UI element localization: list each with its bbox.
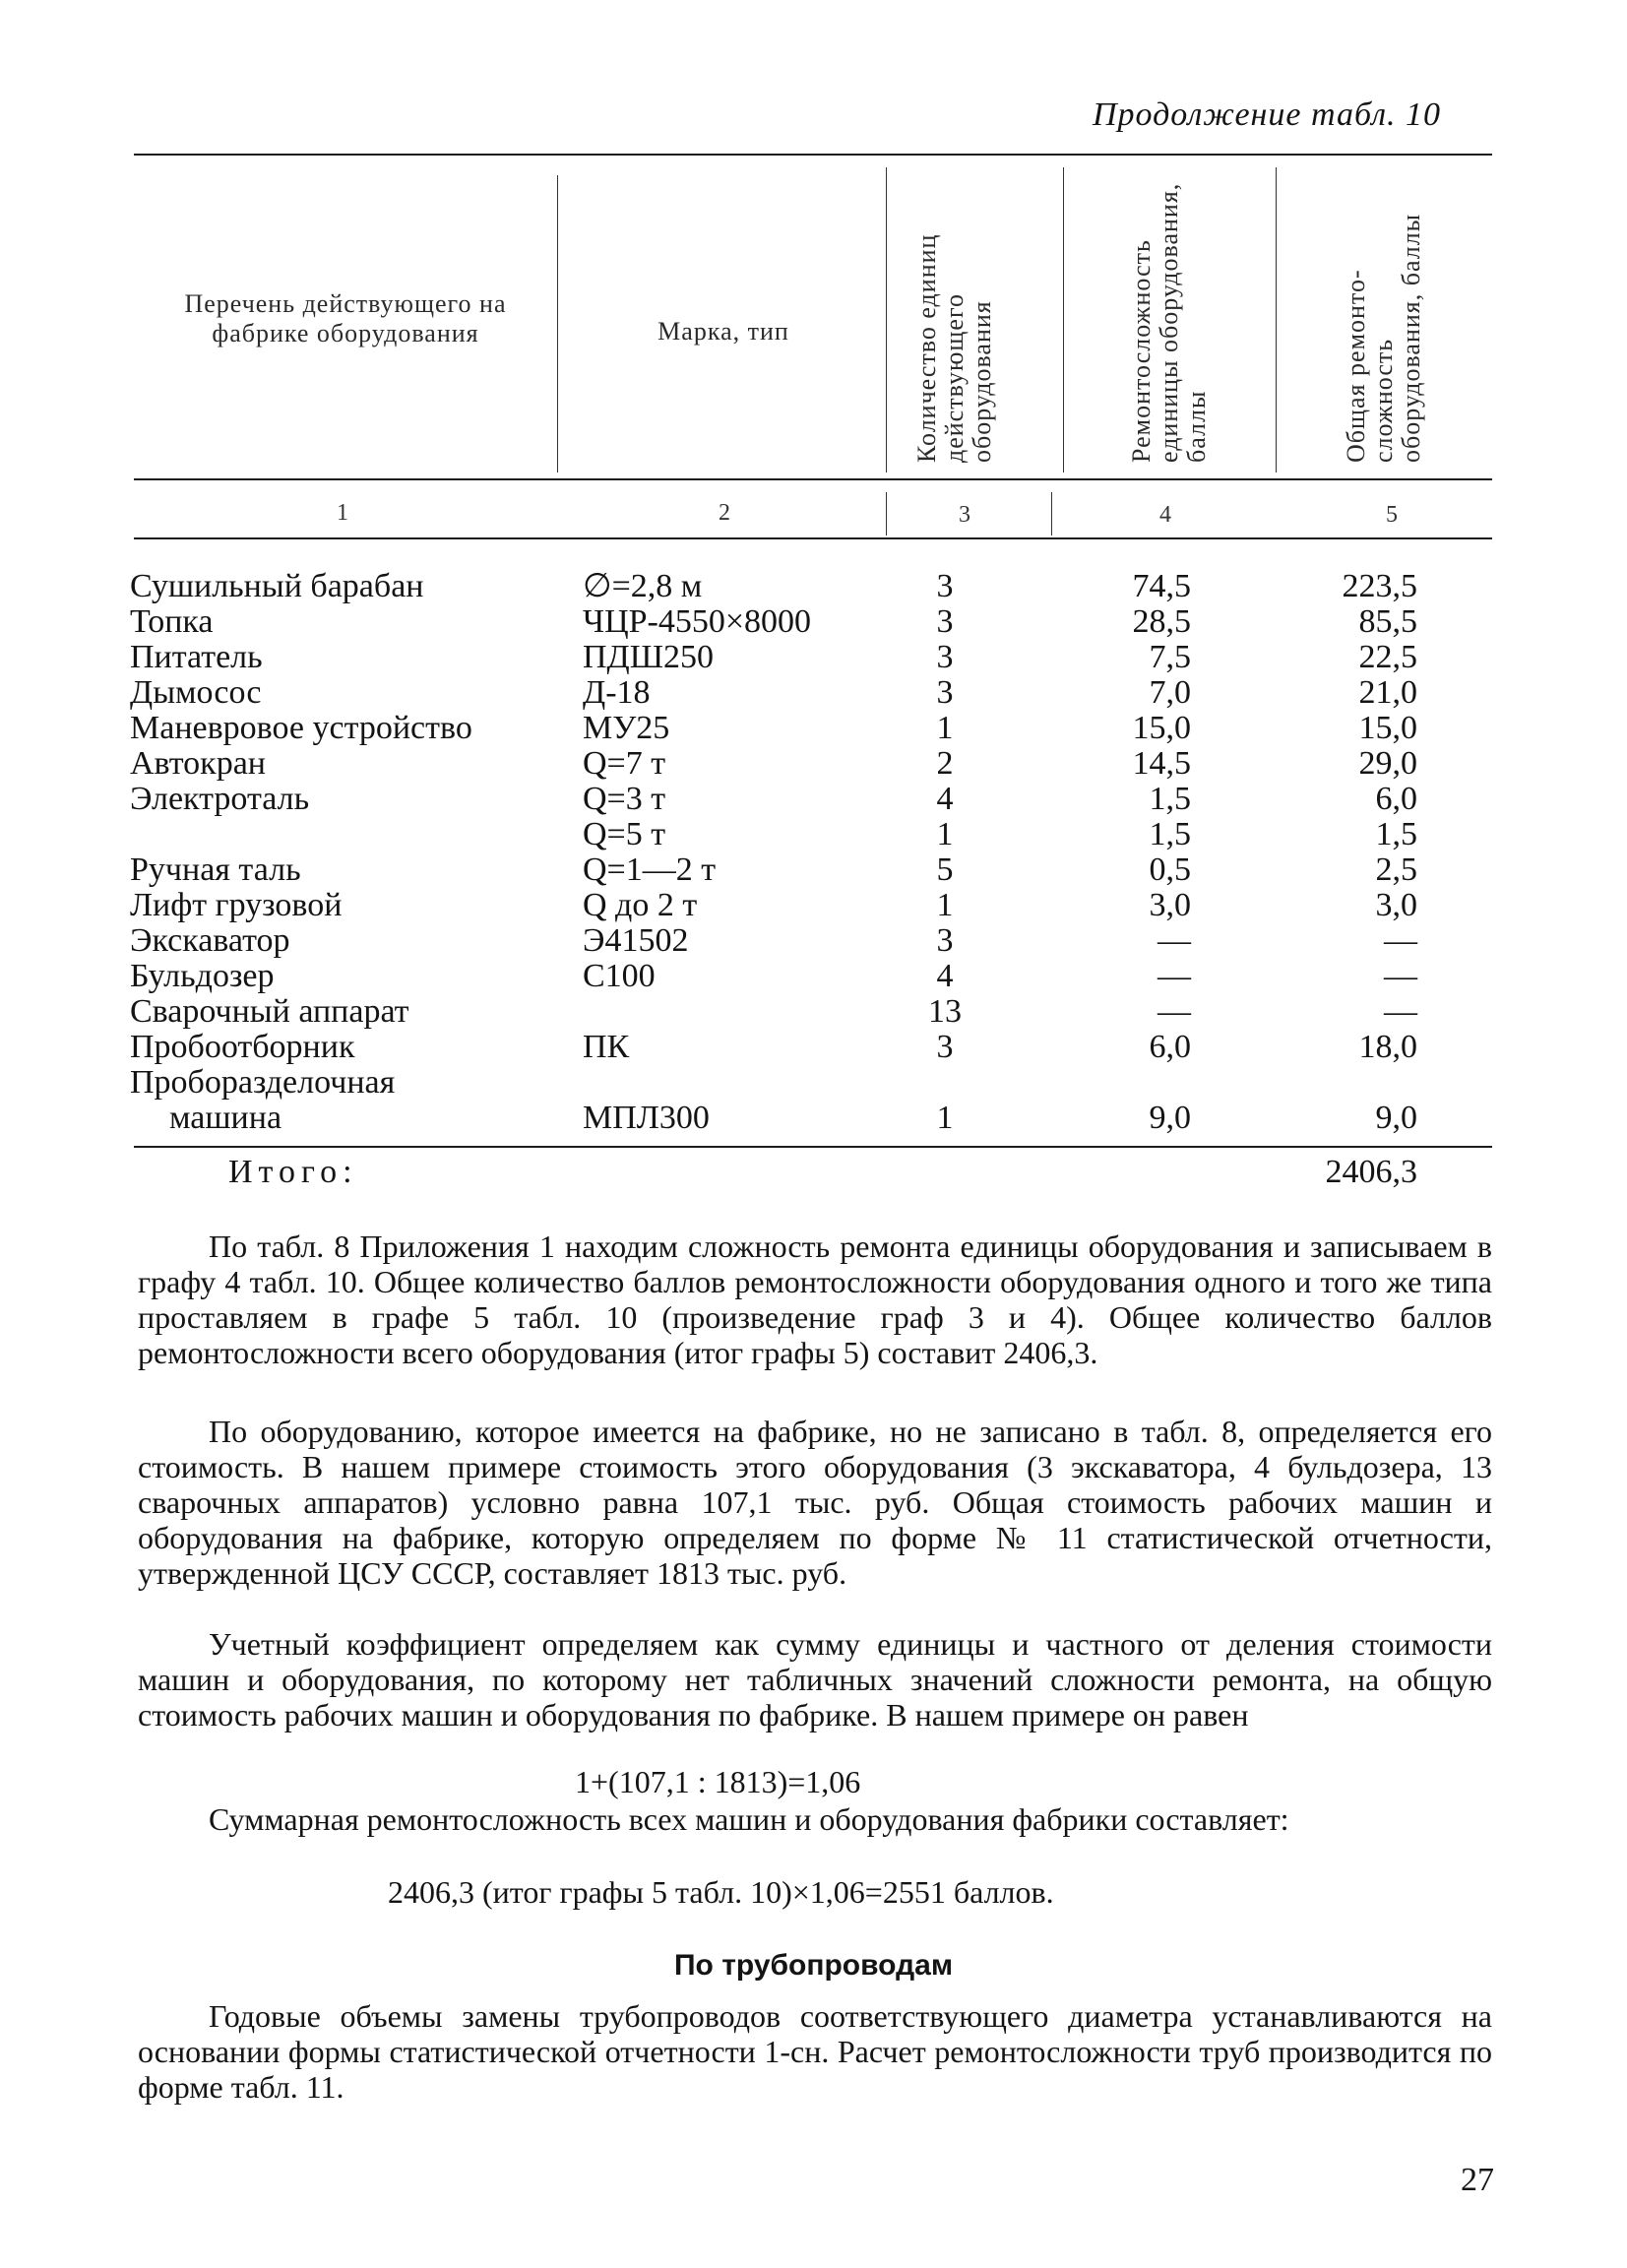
table-row <box>0 923 1627 959</box>
column-number-4: 4 <box>1159 502 1171 528</box>
equipment-quantity: 3 <box>936 1029 954 1065</box>
column-header-5: Общая ремонто-сложность оборудования, баллы <box>1342 213 1425 463</box>
equipment-brand: Э41502 <box>583 922 689 959</box>
equipment-quantity: 1 <box>936 1100 954 1136</box>
total-complexity: 85,5 <box>1358 603 1417 640</box>
equipment-quantity: 3 <box>936 922 954 959</box>
equipment-quantity: 2 <box>936 745 954 782</box>
total-complexity-formula: 2406,3 (итог графы 5 табл. 10)×1,06=2551 баллов. <box>388 1874 1054 1910</box>
paragraph-3-text: Учетный коэффициент определяем как сумму единицы и частного от деления стоимости машин и оборудования, по которому нет табличных значений сложности ремонта, на общую стоимость рабочих машин и оборудования по фабрике. В нашем примере он равен <box>138 1626 1492 1732</box>
table-row <box>0 782 1627 817</box>
total-complexity: 15,0 <box>1358 710 1417 746</box>
table-row <box>0 888 1627 923</box>
equipment-brand: Д-18 <box>583 674 651 711</box>
column-number-1: 1 <box>337 500 348 526</box>
unit-complexity: 1,5 <box>1149 781 1191 817</box>
colnum-divider-2 <box>1051 492 1052 536</box>
total-label: Итого: <box>228 1154 358 1190</box>
equipment-quantity: 4 <box>936 781 954 817</box>
unit-complexity: 14,5 <box>1132 745 1191 782</box>
unit-complexity: 7,5 <box>1149 639 1191 675</box>
paragraph-2-text: По оборудованию, которое имеется на фабрике, но не записано в табл. 8, определяется его стоимость. В нашем примере стоимость этого оборудования (3 экскаватора, 4 бульдозера, 13 сварочных аппаратов) условно равна 107,1 тыс. руб. Общая стоимость рабочих машин и оборудования на фабрике, которую определяем по форме № 11 статистической отчетности, утвержденной ЦСУ СССР, составляет 1813 тыс. руб. <box>138 1414 1492 1591</box>
header-divider-4 <box>1276 167 1277 472</box>
total-complexity: 18,0 <box>1358 1029 1417 1065</box>
equipment-name: Топка <box>130 603 214 640</box>
unit-complexity: — <box>1158 993 1191 1030</box>
unit-complexity: 3,0 <box>1149 887 1191 923</box>
equipment-brand: С100 <box>583 958 656 994</box>
equipment-brand: Q до 2 т <box>583 887 698 923</box>
column-header-3: Количество единиц действующего оборудования <box>912 233 996 463</box>
equipment-brand: ЧЦР-4550×8000 <box>583 603 812 640</box>
unit-complexity: 74,5 <box>1132 568 1191 604</box>
unit-complexity: 0,5 <box>1149 851 1191 888</box>
equipment-quantity: 1 <box>936 816 954 852</box>
equipment-brand: Q=3 т <box>583 781 666 817</box>
table-row <box>0 817 1627 852</box>
total-complexity: 2,5 <box>1375 851 1417 888</box>
header-divider-3 <box>1063 167 1064 472</box>
total-complexity: 22,5 <box>1358 639 1417 675</box>
section-title: По трубопроводам <box>673 1949 954 1982</box>
equipment-quantity: 1 <box>936 710 954 746</box>
equipment-name: Сварочный аппарат <box>130 993 409 1030</box>
paragraph-1-text: По табл. 8 Приложения 1 находим сложность ремонта единицы оборудования и записываем в графу 4 табл. 10. Общее количество баллов ремонтосложности оборудования одного и того же типа проставляем в графе 5 табл. 10 (произведение граф 3 и 4). Общее количество баллов ремонтосложности всего оборудования (итог графы 5) составит 2406,3. <box>138 1228 1492 1370</box>
column-number-3: 3 <box>959 502 970 528</box>
equipment-name: Проборазделочная <box>130 1064 396 1101</box>
unit-complexity: 1,5 <box>1149 816 1191 852</box>
unit-complexity: 6,0 <box>1149 1029 1191 1065</box>
total-complexity: — <box>1384 958 1417 994</box>
unit-complexity: 28,5 <box>1132 603 1191 640</box>
unit-complexity: 7,0 <box>1149 674 1191 711</box>
equipment-name: Бульдозер <box>130 958 275 994</box>
total-complexity: — <box>1384 922 1417 959</box>
header-bottom-rule <box>134 478 1492 480</box>
equipment-quantity: 1 <box>936 887 954 923</box>
equipment-quantity: 3 <box>936 639 954 675</box>
equipment-brand: МПЛ300 <box>583 1100 710 1136</box>
total-value: 2406,3 <box>1325 1154 1417 1190</box>
paragraph-3 <box>138 1626 1492 1732</box>
equipment-name: Дымосос <box>130 674 262 711</box>
table-row <box>0 711 1627 746</box>
column-header-1: Перечень действующего на фабрике оборудования <box>184 289 507 347</box>
equipment-name: Лифт грузовой <box>130 887 343 923</box>
column-header-2: Марка, тип <box>657 317 789 346</box>
equipment-brand: ПК <box>583 1029 630 1065</box>
column-numbers-rule <box>134 537 1492 539</box>
table-row <box>0 852 1627 888</box>
paragraph-5 <box>138 1998 1492 2105</box>
table-row <box>0 959 1627 994</box>
colnum-divider-1 <box>886 492 887 536</box>
paragraph-4-text: Суммарная ремонтосложность всех машин и оборудования фабрики составляет: <box>209 1801 1289 1837</box>
header-divider-1 <box>557 175 558 472</box>
equipment-name: Питатель <box>130 639 263 675</box>
paragraph-4 <box>138 1801 1492 1837</box>
column-number-2: 2 <box>719 500 730 526</box>
total-complexity: 223,5 <box>1342 568 1417 604</box>
paragraph-2 <box>138 1414 1492 1591</box>
table-top-rule <box>134 154 1492 156</box>
equipment-name: Автокран <box>130 745 266 782</box>
table-row <box>0 994 1627 1030</box>
equipment-quantity: 4 <box>936 958 954 994</box>
equipment-brand: ПДШ250 <box>583 639 715 675</box>
total-complexity: 6,0 <box>1375 781 1417 817</box>
paragraph-5-text: Годовые объемы замены трубопроводов соответствующего диаметра устанавливаются на основании формы статистической отчетности 1-сн. Расчет ремонтосложности труб производится по форме табл. 11. <box>138 1998 1492 2105</box>
equipment-brand: Q=1—2 т <box>583 851 717 888</box>
total-complexity: 9,0 <box>1375 1100 1417 1136</box>
column-header-4: Ремонтосложность единицы оборудования, баллы <box>1127 182 1211 463</box>
table-row <box>0 1065 1627 1101</box>
equipment-name: машина <box>169 1100 282 1136</box>
total-complexity: 21,0 <box>1358 674 1417 711</box>
equipment-name: Экскаватор <box>130 922 290 959</box>
table-row <box>0 640 1627 675</box>
equipment-name: Пробоотборник <box>130 1029 355 1065</box>
table-row <box>0 604 1627 640</box>
unit-complexity: — <box>1158 958 1191 994</box>
equipment-quantity: 3 <box>936 674 954 711</box>
equipment-brand: Q=7 т <box>583 745 666 782</box>
total-complexity: 1,5 <box>1375 816 1417 852</box>
equipment-quantity: 3 <box>936 568 954 604</box>
equipment-quantity: 13 <box>928 993 962 1030</box>
equipment-brand: МУ25 <box>583 710 670 746</box>
unit-complexity: — <box>1158 922 1191 959</box>
equipment-brand: Q=5 т <box>583 816 666 852</box>
header-divider-2 <box>886 167 887 472</box>
equipment-brand: ∅=2,8 м <box>583 568 703 604</box>
table-row <box>0 1030 1627 1065</box>
total-complexity: 3,0 <box>1375 887 1417 923</box>
unit-complexity: 9,0 <box>1149 1100 1191 1136</box>
equipment-quantity: 3 <box>936 603 954 640</box>
equipment-name: Сушильный барабан <box>130 568 424 604</box>
table-row <box>0 746 1627 782</box>
total-complexity: — <box>1384 993 1417 1030</box>
table-bottom-rule <box>134 1146 1492 1148</box>
total-complexity: 29,0 <box>1358 745 1417 782</box>
table-row <box>0 675 1627 711</box>
equipment-name: Ручная таль <box>130 851 301 888</box>
table-row <box>0 1101 1627 1136</box>
equipment-quantity: 5 <box>936 851 954 888</box>
page-number: 27 <box>1461 2162 1494 2198</box>
column-number-5: 5 <box>1386 502 1398 528</box>
paragraph-1 <box>138 1228 1492 1370</box>
coefficient-formula: 1+(107,1 : 1813)=1,06 <box>575 1764 861 1799</box>
table-continuation-caption: Продолжение табл. 10 <box>1093 96 1442 133</box>
equipment-name: Электроталь <box>130 781 310 817</box>
table-row <box>0 569 1627 604</box>
unit-complexity: 15,0 <box>1132 710 1191 746</box>
equipment-name: Маневровое устройство <box>130 710 472 746</box>
